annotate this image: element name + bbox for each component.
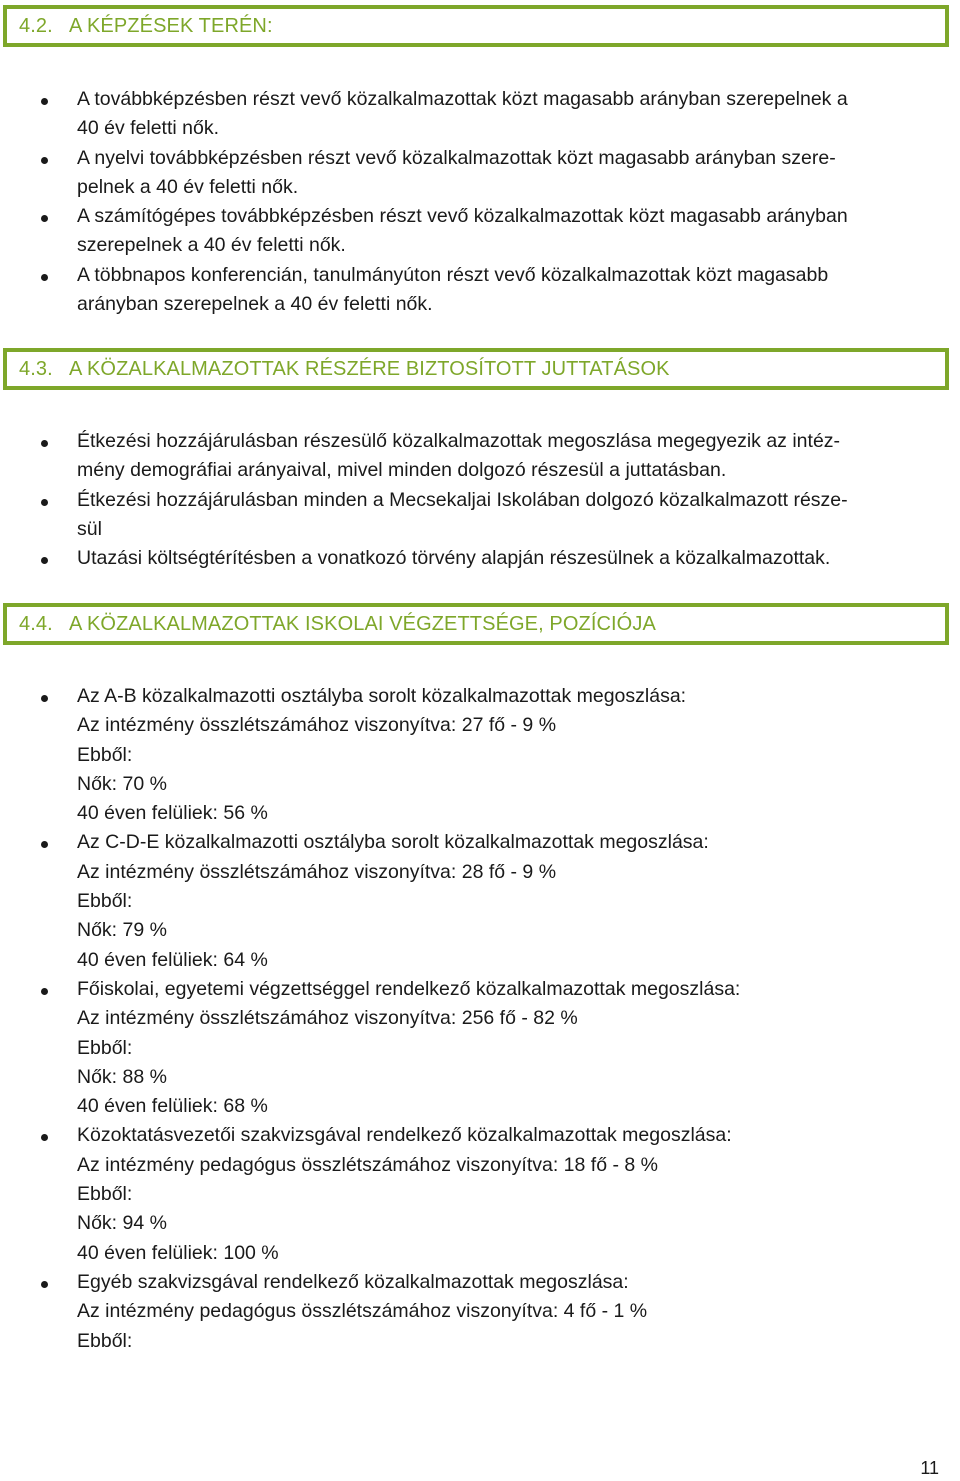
list-item: Utazási költségtérítésben a vonatkozó törvény alapján részesülnek a közalkalmazottak. [0, 544, 960, 573]
bullet-icon [41, 695, 48, 702]
list-item: Étkezési hozzájárulásban részesülő közalkalmazottak megoszlása megegyezik az intéz- mény demográfiai arányaival, mivel minden dolgozó részesül a juttatásban. [0, 427, 960, 486]
bullet-icon [41, 841, 48, 848]
bullet-list-4-3 [0, 427, 960, 573]
bullet-icon [41, 1134, 48, 1141]
section-title: A KÖZALKALMAZOTTAK ISKOLAI VÉGZETTSÉGE, POZÍCIÓJA [69, 612, 656, 635]
section-number: 4.2. [19, 14, 53, 37]
section-number: 4.4. [19, 612, 53, 635]
section-heading-4-2 [3, 5, 949, 47]
bullet-list-4-4 [0, 682, 960, 1356]
section-title: A KÉPZÉSEK TERÉN: [69, 14, 273, 37]
section-number: 4.3. [19, 357, 53, 380]
bullet-icon [41, 557, 48, 564]
bullet-icon [41, 499, 48, 506]
section-heading-4-3 [3, 348, 949, 390]
list-item: Egyéb szakvizsgával rendelkező közalkalmazottak megoszlása: Az intézmény pedagógus összlétszámához viszonyítva: 4 fő - 1 % Ebből: [0, 1268, 960, 1356]
bullet-icon [41, 988, 48, 995]
list-item: A továbbképzésben részt vevő közalkalmazottak közt magasabb arányban szerepelnek a 40 év feletti nők. [0, 85, 960, 144]
bullet-icon [41, 440, 48, 447]
bullet-icon [41, 157, 48, 164]
list-item: Az C-D-E közalkalmazotti osztályba sorolt közalkalmazottak megoszlása: Az intézmény összlétszámához viszonyítva: 28 fő - 9 % Ebből: Nők: 79 % 40 éven felüliek: 64 % [0, 828, 960, 974]
list-item: Étkezési hozzájárulásban minden a Mecsekaljai Iskolában dolgozó közalkalmazott része- sül [0, 486, 960, 545]
list-item: Az A-B közalkalmazotti osztályba sorolt közalkalmazottak megoszlása: Az intézmény összlétszámához viszonyítva: 27 fő - 9 % Ebből: Nők: 70 % 40 éven felüliek: 56 % [0, 682, 960, 828]
bullet-icon [41, 1281, 48, 1288]
list-item: A számítógépes továbbképzésben részt vevő közalkalmazottak közt magasabb arányban szerepelnek a 40 év feletti nők. [0, 202, 960, 261]
section-title: A KÖZALKALMAZOTTAK RÉSZÉRE BIZTOSÍTOTT JUTTATÁSOK [69, 357, 670, 380]
list-item: Főiskolai, egyetemi végzettséggel rendelkező közalkalmazottak megoszlása: Az intézmény összlétszámához viszonyítva: 256 fő - 82 % Ebből: Nők: 88 % 40 éven felüliek: 68 % [0, 975, 960, 1121]
list-item: A nyelvi továbbképzésben részt vevő közalkalmazottak közt magasabb arányban szere- pelnek a 40 év feletti nők. [0, 144, 960, 203]
bullet-icon [41, 98, 48, 105]
bullet-list-4-2 [0, 85, 960, 319]
bullet-icon [41, 215, 48, 222]
list-item: Közoktatásvezetői szakvizsgával rendelkező közalkalmazottak megoszlása: Az intézmény pedagógus összlétszámához viszonyítva: 18 fő - 8 % Ebből: Nők: 94 % 40 éven felüliek: 100 % [0, 1121, 960, 1267]
list-item: A többnapos konferencián, tanulmányúton részt vevő közalkalmazottak közt magasabb arányban szerepelnek a 40 év feletti nők. [0, 261, 960, 320]
page-number: 11 [920, 1458, 939, 1478]
section-heading-4-4 [3, 603, 949, 645]
bullet-icon [41, 274, 48, 281]
